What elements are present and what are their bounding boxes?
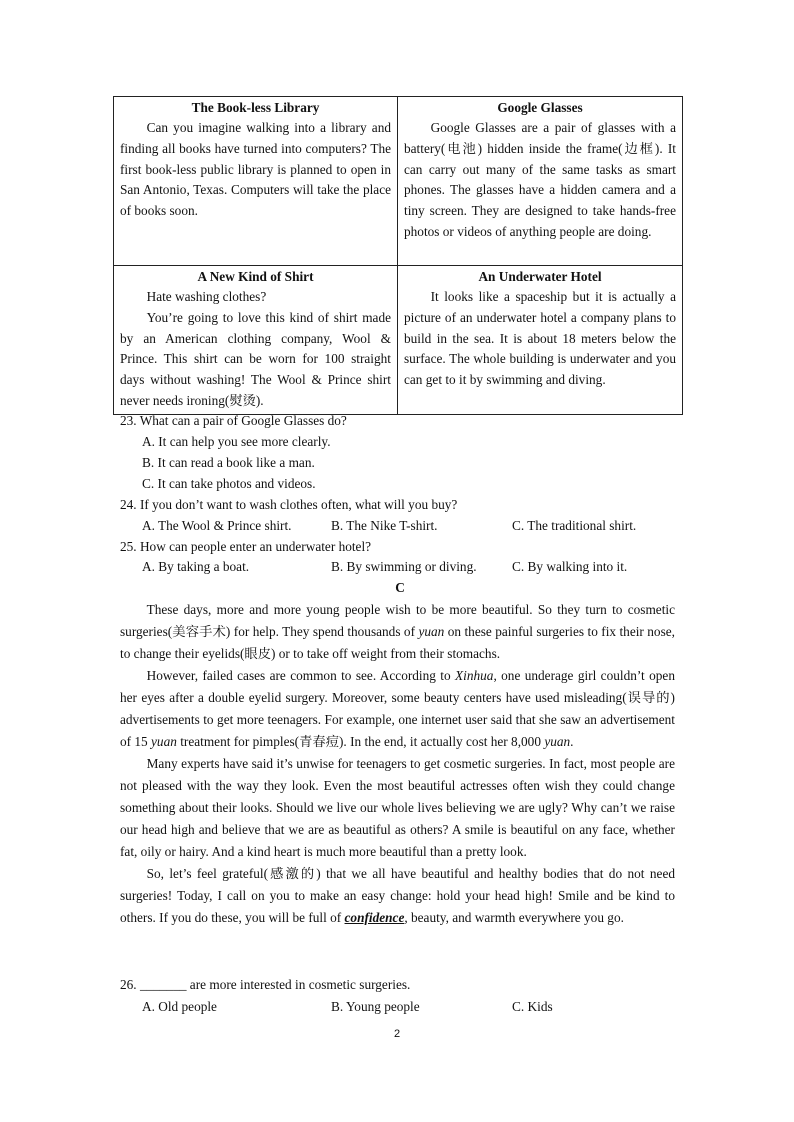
page-number: 2 bbox=[393, 1028, 401, 1040]
cell-body: Can you imagine walking into a library and finding all books have turned into computers? The first book-less public library is planned to open in San Antonio, Texas. Computers will take the place of books soon. bbox=[120, 120, 391, 219]
reading-passage-c bbox=[120, 599, 675, 929]
question-25-option-a: A. By taking a boat. bbox=[142, 559, 250, 575]
section-heading-c: C bbox=[395, 580, 405, 596]
question-25-options bbox=[120, 557, 680, 578]
question-25-option-c: C. By walking into it. bbox=[512, 559, 628, 575]
passage-table bbox=[113, 96, 683, 415]
paragraph-2: However, failed cases are common to see. According to Xinhua, one underage girl couldn’t open her eyes after a double eyelid surgery. Moreover, some beauty centers have used misleading(误导的) advertisements to get more teenagers. For example, one internet user said that she saw an advertisement of 15 yuan treatment for pimples(青春痘). In the end, it actually cost her 8,000 yuan. bbox=[120, 668, 675, 749]
question-23-option-b: B. It can read a book like a man. bbox=[142, 454, 315, 470]
table-cell-google-glasses bbox=[398, 97, 683, 266]
question-24-option-b: B. The Nike T-shirt. bbox=[331, 517, 438, 533]
cell-title: Google Glasses bbox=[497, 100, 583, 115]
question-23-option-c: C. It can take photos and videos. bbox=[142, 475, 316, 491]
question-23-option-a: A. It can help you see more clearly. bbox=[142, 433, 331, 449]
cell-title: A New Kind of Shirt bbox=[197, 269, 314, 284]
paragraph-4: So, let’s feel grateful(感激的) that we all have beautiful and healthy bodies that do not need surgeries! Today, I call on you to make an easy change: hold your head high! Smile and be kind to others. If you do these, you will be full of confidence, beauty, and warmth everywhere you go. bbox=[120, 866, 675, 925]
question-26-options bbox=[120, 996, 680, 1018]
table-cell-new-kind-of-shirt bbox=[114, 266, 398, 415]
question-26-option-b: B. Young people bbox=[331, 999, 420, 1014]
table-row bbox=[114, 266, 683, 415]
paragraph-1: These days, more and more young people wish to be more beautiful. So they turn to cosmetic surgeries(美容手术) for help. They spend thousands of yuan on these painful surgeries to fix their nose, to change their eyelids(眼皮) or to take off weight from their stomachs. bbox=[120, 602, 675, 661]
question-25-option-b: B. By swimming or diving. bbox=[331, 559, 477, 575]
question-24-option-c: C. The traditional shirt. bbox=[512, 517, 637, 533]
cell-body: Google Glasses are a pair of glasses with a battery(电池) hidden inside the frame(边框). It can carry out many of the same tasks as smart phones. The glasses have a hidden camera and a tiny screen. They are designed to take hands-free photos or videos of anything people are doing. bbox=[404, 120, 676, 239]
question-24-options bbox=[120, 516, 680, 537]
question-26-stem: 26. _______ are more interested in cosmetic surgeries. bbox=[120, 977, 411, 992]
cell-title: The Book-less Library bbox=[191, 100, 320, 115]
table-row bbox=[114, 97, 683, 266]
cell-body: Hate washing clothes? bbox=[146, 289, 267, 304]
question-26-option-c: C. Kids bbox=[512, 999, 553, 1014]
question-25-stem: 25. How can people enter an underwater hotel? bbox=[120, 538, 372, 554]
highlighted-word: confidence bbox=[344, 910, 405, 925]
question-23-stem: 23. What can a pair of Google Glasses do? bbox=[120, 413, 347, 428]
table-cell-underwater-hotel bbox=[398, 266, 683, 415]
cell-body: It looks like a spaceship but it is actually a picture of an underwater hotel a company plans to build in the sea. It is about 18 meters below the surface. The whole building is underwater and you can get to it by swimming and diving. bbox=[404, 289, 676, 388]
cell-body-continued: You’re going to love this kind of shirt made by an American clothing company, Wool & Prince. This shirt can be worn for 100 straight days without washing! The Wool & Prince shirt never needs ironing(熨烫). bbox=[120, 309, 391, 408]
question-26 bbox=[120, 974, 680, 1018]
question-24-stem: 24. If you don’t want to wash clothes often, what will you buy? bbox=[120, 496, 458, 512]
question-list bbox=[120, 411, 680, 599]
question-26-option-a: A. Old people bbox=[142, 999, 217, 1014]
table-cell-book-less-library bbox=[114, 97, 398, 266]
cell-title: An Underwater Hotel bbox=[478, 269, 602, 284]
question-24-option-a: A. The Wool & Prince shirt. bbox=[142, 517, 292, 533]
paragraph-3: Many experts have said it’s unwise for teenagers to get cosmetic surgeries. In fact, most people are not pleased with the way they look. Even the most beautiful actresses often wish they could change something about their looks. Should we live our whole lives believing we are ugly? Why can’t we raise our head high and believe that we are as beautiful as others? A smile is beautiful on any face, whether fat, oily or hairy. And a kind heart is much more beautiful than a pretty look. bbox=[120, 756, 675, 859]
